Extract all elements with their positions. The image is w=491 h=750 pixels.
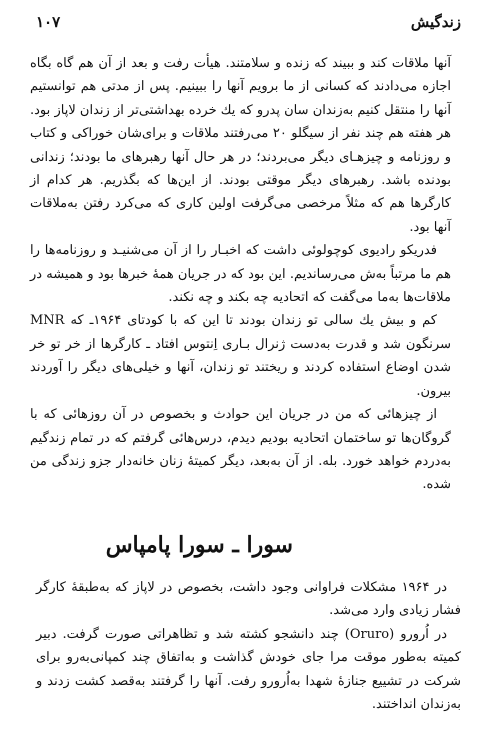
- section-paragraph-2: در اُرورو (Oruro) چند دانشجو کشته شد و تظاهراتی صورت گرفت. دبیر کمیته به‌طور موقت مرا جای خودش گذاشت و به‌اتفاق چند کمپانی‌بەرو برای شرکت در تشییع جنازهٔ شهدا به‌اُرورو رفت. آنها را گرفتند به‌قصد کشت زدند و به‌زندان انداختند.: [36, 626, 461, 713]
- section-body: [36, 576, 461, 716]
- paragraph-1: آنها ملاقات کند و ببیند که زنده و سلامتند. هیأت رفت و بعد از آن هم گاه بگاه اجازه می‌دادند که کسانی از ما برویم آنها را ببینیم. پس از مدتی هم توانستیم آنها را منتقل کنیم به‌زندان سان پدرو که یك خرده بهداشتی‌تر از زندان لاپاز بود. هر هفته هم چند نفر از سیگلو ۲۰ می‌رفتند ملاقات و برای‌شان خوراکی و کتاب و روزنامه و چیزهـای دیگر می‌بردند؛ در هر حال آنها رهبرهای ما بودند؛ زندانی بودنده باشد. رهبرهای دیگر موقتی بودند. از این‌ها که بگذریم. هر کدام از کارگرها هم که مثلاً مرخصی می‌گرفت اولین کاری که می‌کرد رفتن به‌ملاقات آنها بود.: [30, 56, 451, 235]
- section-paragraph-1: در ۱۹۶۴ مشکلات فراوانی وجود داشت، بخصوص در لاپاز که به‌طبقهٔ کارگر فشار زیادی وارد می‌شد.: [36, 580, 461, 619]
- page-number: ۱۰۷: [36, 13, 61, 31]
- page-header: [36, 10, 461, 34]
- running-title: زندگیش: [410, 13, 461, 31]
- section-heading: سورا ـ سورا پامپاس: [105, 532, 293, 558]
- body-text: [30, 52, 451, 497]
- paragraph-2: فدریکو رادیوی کوچولوئی داشت که اخبـار را از آن می‌شنیـد و روزنامه‌ها را هم ما مرتباً به‌ش می‌رساندیم. این بود که در جریان همهٔ خبرها بود و همیشه در ملاقات‌ها به‌ما می‌گفت که اتحادیه چه بکند و چه نکند.: [30, 243, 451, 306]
- paragraph-4: از چیزهائی که من در جریان این حوادث و بخصوص در آن روزهائی که با گروگان‌ها تو ساختمان اتحادیه بودیم دیدم، درس‌هائی گرفتم‌ که در تمام زندگیم به‌دردم خواهد خورد. بله. از آن به‌بعد، دیگر کمیتهٔ زنان خانه‌دار جزو زندگی من شده.: [30, 407, 451, 493]
- paragraph-3: کم و بیش یك سالی تو زندان بودند تا این که با کودتای ۱۹۶۴ـ که MNR سرنگون شد و قدرت به‌دست ژنرال بـاری اِنتوس افتاد ـ کارگرها از خر تو خر شدن اوضاع استفاده کردند و ریختند تو زندان، آنها و خیلی‌های دیگر را آوردند بیرون.: [30, 313, 451, 399]
